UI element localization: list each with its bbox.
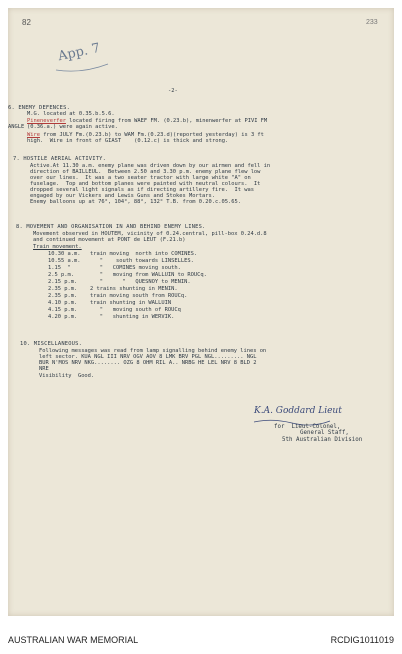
s7-line-5: dropped several light signals as if directing artillery fire. It was [30, 187, 254, 193]
section-6-title: 6. ENEMY DEFENCES. [8, 105, 71, 111]
pencil-underline [52, 40, 112, 76]
train-row-time: 4.10 p.m. [48, 300, 78, 306]
train-row-desc: " south towards LINSELLES. [90, 258, 194, 264]
train-row-time: 2.35 p.m. [48, 286, 78, 292]
section-10-title: 10. MISCELLANEOUS. [20, 341, 83, 347]
train-row-desc: 2 trains shunting in MENIN. [90, 286, 178, 292]
s10-line-4: NRE [39, 366, 49, 372]
handwritten-signature: K.A. Goddard Lieut [254, 406, 342, 416]
footer-institution: AUSTRALIAN WAR MEMORIAL [8, 635, 139, 645]
s10-line-2: left sector. KUA NGL III NRV OGV AOV 8 LMK BRV PGL NGL......... NGL [39, 354, 257, 360]
s6-wire: Wire [27, 132, 40, 138]
train-row-desc: " " QUESNOY to MENIN. [90, 279, 191, 285]
document-page [8, 8, 394, 616]
s7-line-6: engaged by our Vickers and Lewis Guns and Stokes Mortars. [30, 193, 215, 199]
train-row-time: 2.35 p.m. [48, 293, 78, 299]
train-row-desc: train shunting in WALLUIN [90, 300, 172, 306]
train-row-time: 2.5 p.m. [48, 272, 74, 278]
signature-line-1-text: for Lieut-Colonel, [274, 424, 341, 430]
s6-pinenwerfer: Pineneverfer [27, 118, 66, 124]
train-row-desc: " COMINES moving south. [90, 265, 181, 271]
side-label: ANGLE [8, 124, 25, 130]
s8-line-2: and continued movement at PONT de LEUT (F.21.b) [33, 237, 186, 243]
train-row-desc: " moving south of ROUCq [90, 307, 181, 313]
page-marker: -2- [168, 88, 178, 94]
footer-record-id: RCDIG1011019 [330, 635, 394, 645]
s6-line-2-rest: located firing from WAEF FM. (0.23.b), minenwerfer at PIVI FM [65, 118, 268, 124]
s10-line-3: BUR N'MOS NRV NKG........ OZG 8 OHM RIL A.. NRBG HE LEL NRV 8 BLD 2 [39, 360, 257, 366]
s6-line-3: (0.36.a.) were again active. [27, 124, 118, 130]
train-row-time: 10.30 a.m. [48, 251, 81, 257]
s6-line-1: M.G. located at 0.35.b.5.6. [27, 111, 115, 117]
s8-line-1: Movement observed in HOUTEM, vicinity of 0.24.central, pill-box 0.24.d.8 [33, 231, 267, 237]
train-row-desc: " shunting in WERVIK. [90, 314, 175, 320]
train-row-desc: " moving from WALLUIN to ROUCq. [90, 272, 207, 278]
s10-line-5: Visibility Good. [39, 373, 95, 379]
train-row-desc: train moving north into COMINES. [90, 251, 198, 257]
s7-line-7: Enemy balloons up at 76°, 104°, 88°, 132° T.B. from 0.20.c.05.65. [30, 199, 241, 205]
signature-line-2: General Staff, [300, 430, 349, 436]
archive-corner-mark: 233 [366, 19, 378, 26]
train-row-time: 2.15 p.m. [48, 279, 78, 285]
train-row-time: 4.20 p.m. [48, 314, 78, 320]
signature-line-3: 5th Australian Division [282, 437, 363, 443]
pencil-annotation: App. 7 [56, 40, 102, 65]
train-movement-heading: Train movement. [33, 244, 82, 250]
page-number: 82 [22, 18, 31, 27]
s10-line-1: Following messages was read from lamp signalling behind enemy lines on [39, 348, 267, 354]
train-row-time: 1.15 " [48, 265, 71, 271]
train-row-time: 10.55 a.m. [48, 258, 81, 264]
s7-line-3: over our lines. It was a two seater tractor with large white "A" on [30, 175, 251, 181]
train-row-time: 4.15 p.m. [48, 307, 78, 313]
section-8-title: 8. MOVEMENT AND ORGANISATION IN AND BEHIND ENEMY LINES. [16, 224, 206, 230]
s7-line-4: fuselage. Top and bottom planes were painted with neutral colours. It [30, 181, 261, 187]
s7-line-1: Active.At 11.30 a.m. enemy plane was driven down by our airmen and fell in [30, 163, 271, 169]
train-row-desc: train moving south from ROUCq. [90, 293, 188, 299]
section-7-title: 7. HOSTILE AERIAL ACTIVITY. [13, 156, 107, 162]
archive-footer [0, 624, 402, 654]
s6-line-4-rest: from JULY Fm.(0.23.b) to WAM Fm.(0.23.d)(reported yesterday) is 3 ft [39, 132, 264, 138]
s6-line-5: high. Wire in front of GIAST (0.12.c) is thick and strong. [27, 138, 229, 144]
s7-line-2: direction of BAILLEUL. Between 2.50 and 3.30 p.m. enemy plane flew low [30, 169, 261, 175]
